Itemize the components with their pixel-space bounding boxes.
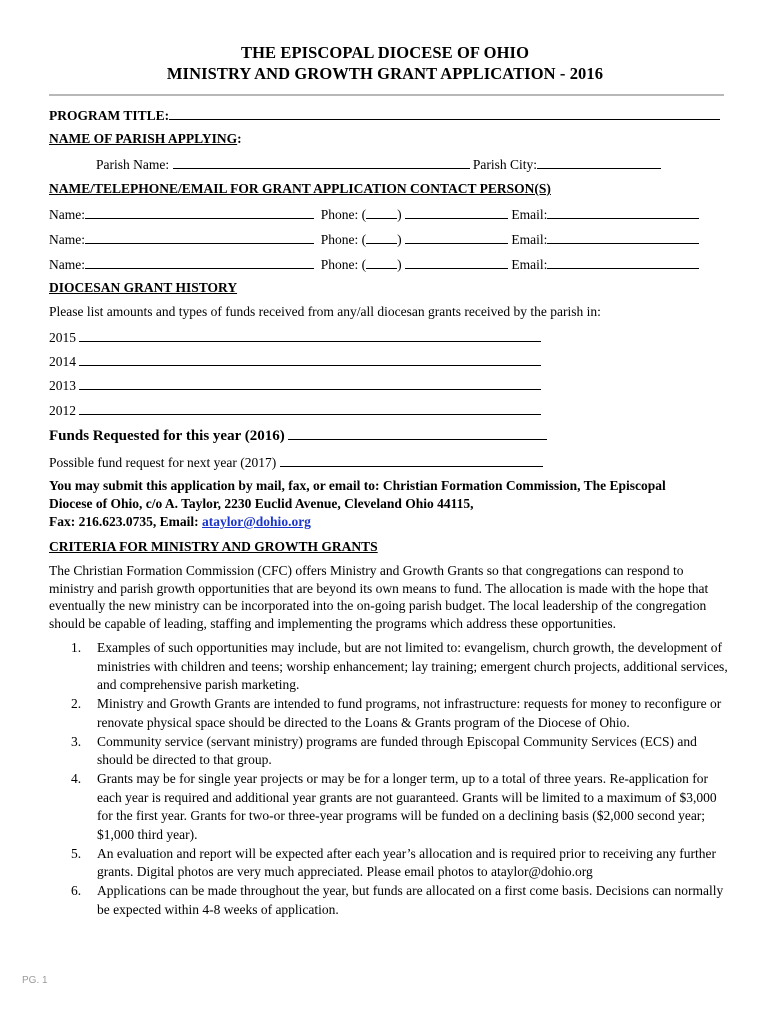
criteria-list	[49, 639, 729, 920]
criteria-item-number: 4.	[71, 770, 82, 786]
contact-name-label: Name:	[49, 207, 85, 222]
history-year-row	[49, 377, 541, 394]
contact-phone-field[interactable]	[405, 231, 508, 244]
header-divider	[49, 94, 724, 96]
contact-name-field[interactable]	[85, 231, 314, 244]
history-section-heading: DIOCESAN GRANT HISTORY	[49, 280, 238, 295]
parish-name-field[interactable]	[173, 156, 470, 169]
criteria-section-heading: CRITERIA FOR MINISTRY AND GROWTH GRANTS	[49, 539, 378, 554]
history-year-row	[49, 353, 541, 370]
contact-area-code-field[interactable]	[366, 206, 397, 219]
contact-area-code-field[interactable]	[366, 231, 397, 244]
criteria-intro: The Christian Formation Commission (CFC) offers Ministry and Growth Grants so that congregations can respond to ministry and parish growth opportunities that are beyond its own means to fund. The allocation is made with the hope that eventually the new ministry can be incorporated into the on-going parish budget. The local leadership of the congregation should be capable of leading, staffing and implementing the programs which address these opportunities.	[49, 563, 709, 631]
submission-line1: You may submit this application by mail, fax, or email to: Christian Formation Commission, The Episcopal	[49, 478, 666, 493]
contact-phone-paren: )	[397, 207, 402, 222]
document-title-line1: THE EPISCOPAL DIOCESE OF OHIO	[240, 43, 530, 62]
contact-phone-paren: )	[397, 232, 402, 247]
contact-phone-label: Phone: (	[320, 207, 367, 222]
criteria-item	[49, 882, 729, 919]
history-year-row	[49, 329, 541, 346]
criteria-item	[49, 845, 729, 882]
submission-email-link[interactable]: ataylor@dohio.org	[202, 514, 311, 529]
parish-city-field[interactable]	[537, 156, 661, 169]
contact-row	[49, 231, 699, 248]
contact-name-field[interactable]	[85, 256, 314, 269]
history-year-field[interactable]	[79, 377, 541, 390]
program-title-field[interactable]	[169, 107, 720, 120]
criteria-item	[49, 770, 729, 845]
parish-section-label: NAME OF PARISH APPLYING	[49, 131, 238, 146]
submission-instructions	[49, 477, 729, 531]
contact-email-field[interactable]	[547, 231, 699, 244]
contact-row	[49, 206, 699, 223]
contact-phone-paren: )	[397, 257, 402, 272]
contact-name-label: Name:	[49, 232, 85, 247]
criteria-item-text: Grants may be for single year projects or may be for a longer term, up to a total of three years. Re-application for each year is required and additional year grants are not guaranteed. Grants will be limited to a maximum of $3,000 for the first year. Grants for two-or three-year programs will be funded on a declining basis ($2,000 second year; $1,000 third year).	[97, 770, 717, 843]
document-title-line2: MINISTRY AND GROWTH GRANT APPLICATION - 2016	[166, 64, 604, 83]
history-year-label: 2014	[49, 354, 76, 369]
criteria-item-number: 3.	[71, 733, 82, 749]
criteria-item-text: Community service (servant ministry) programs are funded through Episcopal Community Services (ECS) and should be directed to that group.	[97, 733, 697, 768]
contact-area-code-field[interactable]	[366, 256, 397, 269]
parish-name-label: Parish Name:	[96, 157, 170, 172]
history-year-field[interactable]	[79, 402, 541, 415]
parish-section-heading	[49, 131, 242, 147]
history-year-field[interactable]	[79, 353, 541, 366]
contact-email-label: Email:	[511, 232, 548, 247]
contact-email-field[interactable]	[547, 206, 699, 219]
criteria-item-number: 1.	[71, 640, 82, 655]
criteria-item-number: 6.	[71, 883, 82, 899]
contacts-section-heading: NAME/TELEPHONE/EMAIL FOR GRANT APPLICATION CONTACT PERSON(S)	[49, 181, 551, 196]
parish-section-colon: :	[237, 131, 242, 146]
criteria-item-number: 5.	[71, 845, 82, 861]
history-year-label: 2012	[49, 403, 76, 418]
criteria-item	[49, 639, 729, 695]
submission-line2: Diocese of Ohio, c/o A. Taylor, 2230 Euclid Avenue, Cleveland Ohio 44115,	[49, 496, 474, 511]
contact-phone-label: Phone: (	[320, 257, 367, 272]
contact-name-label: Name:	[49, 257, 85, 272]
criteria-item-text: Ministry and Growth Grants are intended to fund programs, not infrastructure: requests for money to reconfigure or renovate physical space should be directed to the Loans & Grants program of the Diocese of Ohio.	[97, 696, 722, 730]
parish-city-label: Parish City:	[472, 157, 538, 172]
funds-next-field[interactable]	[280, 454, 543, 467]
contact-phone-label: Phone: (	[320, 232, 367, 247]
parish-row	[96, 156, 661, 173]
funds-next-label: Possible fund request for next year (2017)	[49, 455, 277, 470]
history-instruction: Please list amounts and types of funds received from any/all diocesan grants received by the parish in:	[49, 304, 601, 319]
history-year-row	[49, 402, 541, 419]
criteria-item-text: Examples of such opportunities may include, but are not limited to: evangelism, church growth, the development of ministries with children and teens; worship enhancement; lay training; emergent church projects, additional services, and comprehensive parish marketing.	[97, 640, 728, 693]
criteria-item-text: Applications can be made throughout the year, but funds are allocated on a first come basis. Decisions can normally be expected within 4-8 weeks of application.	[97, 883, 724, 917]
contact-email-label: Email:	[511, 207, 548, 222]
funds-current-label: Funds Requested for this year (2016)	[49, 428, 285, 444]
funds-next-row	[49, 454, 543, 471]
contact-email-label: Email:	[511, 257, 548, 272]
contact-name-field[interactable]	[85, 206, 314, 219]
submission-line3	[49, 513, 729, 531]
program-title-row	[49, 107, 720, 124]
contact-phone-field[interactable]	[405, 206, 508, 219]
contact-row	[49, 256, 699, 273]
program-title-label: PROGRAM TITLE:	[49, 108, 170, 123]
history-year-label: 2015	[49, 330, 76, 345]
criteria-item	[49, 733, 729, 770]
contact-phone-field[interactable]	[405, 256, 508, 269]
contact-email-field[interactable]	[547, 256, 699, 269]
funds-current-field[interactable]	[288, 427, 547, 440]
criteria-item	[49, 695, 729, 732]
submission-fax-email: Fax: 216.623.0735, Email:	[49, 514, 202, 529]
funds-current-row	[49, 427, 547, 445]
history-year-label: 2013	[49, 378, 76, 393]
criteria-item-number: 2.	[71, 696, 82, 712]
history-year-field[interactable]	[79, 329, 541, 342]
criteria-item-text: An evaluation and report will be expected after each year’s allocation and is required prior to receiving any further grants. Digital photos are very much appreciated. Please email photos to ataylor@dohio.org	[97, 845, 716, 880]
page-number: PG. 1	[22, 975, 48, 986]
